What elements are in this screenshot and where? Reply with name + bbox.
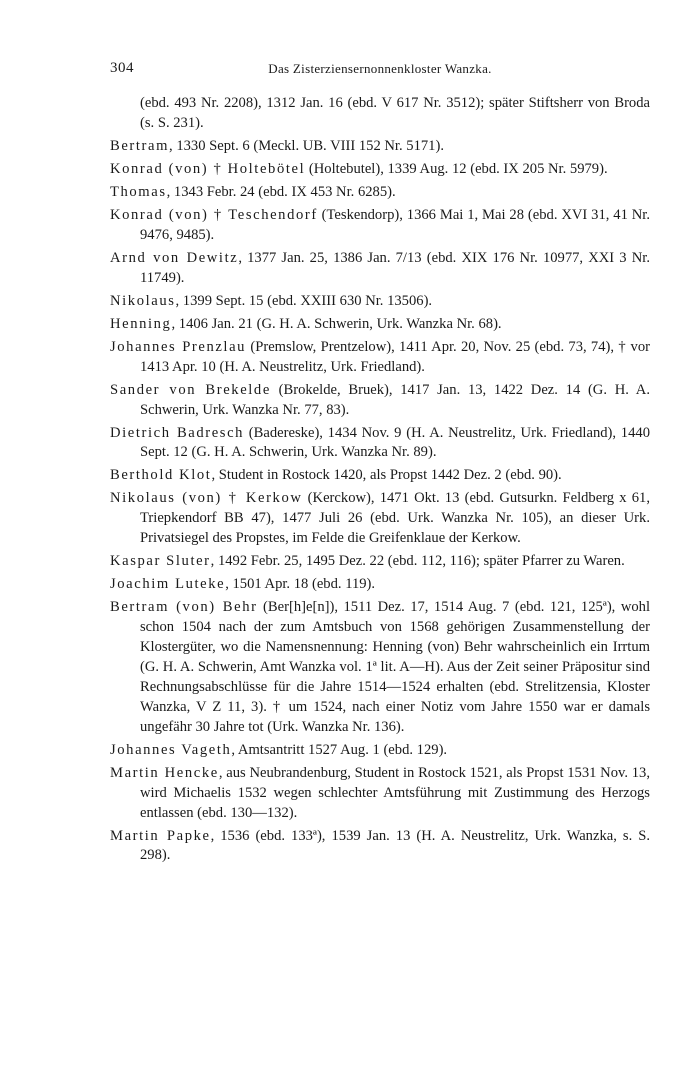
entry-name: Johannes Vageth <box>110 741 232 758</box>
entry-name: Henning <box>110 315 172 332</box>
entry-text: , 1501 Apr. 18 (ebd. 119). <box>225 576 376 593</box>
entry-name: Martin Papke <box>110 827 211 844</box>
list-entry <box>110 292 650 312</box>
entry-name: Arnd von Dewitz <box>110 249 239 266</box>
entry-name: Konrad (von) † Teschendorf <box>110 206 318 223</box>
list-entry <box>110 424 650 464</box>
running-head <box>110 60 650 82</box>
entry-name: Sander von Brekelde <box>110 381 271 398</box>
list-entry <box>110 466 650 486</box>
provost-list <box>110 94 650 869</box>
list-entry <box>110 137 650 157</box>
entry-name: Dietrich Badresch <box>110 424 245 441</box>
entry-name: Joachim Luteke <box>110 576 226 593</box>
entry-name: Berthold Klot <box>110 467 212 484</box>
entry-text: (Brokelde, Bruek), 1417 Jan. 13, 1422 Dez. 14 (G. H. A. Schwerin, Urk. Wanzka Nr. 77, 83). <box>140 381 650 418</box>
entry-name: Kaspar Sluter <box>110 553 211 570</box>
list-entry <box>110 489 650 549</box>
entry-name: Nikolaus (von) † Kerkow <box>110 490 303 507</box>
list-entry <box>110 206 650 246</box>
list-entry <box>110 827 650 867</box>
running-title: Das Zisterziensernonnenkloster Wanzka. <box>268 61 492 76</box>
list-entry <box>110 741 650 761</box>
list-entry <box>110 338 650 378</box>
entry-text: , 1399 Sept. 15 (ebd. XXIII 630 Nr. 13506). <box>175 292 433 309</box>
page-number: 304 <box>110 60 134 76</box>
entry-text: , aus Neubrandenburg, Student in Rostock 1521, als Propst 1531 Nov. 13, wird Michaelis 1532 wegen schlechter Amtsführung mit Zustimmung des Herzogs entlassen (ebd. 130—132). <box>140 764 650 821</box>
list-entry <box>110 598 650 737</box>
entry-name: Martin Hencke <box>110 764 219 781</box>
list-entry <box>110 552 650 572</box>
entry-text: , Amtsantritt 1527 Aug. 1 (ebd. 129). <box>231 741 448 758</box>
entry-name: Johannes Prenzlau <box>110 338 247 355</box>
entry-text: , 1536 (ebd. 133ª), 1539 Jan. 13 (H. A. Neustrelitz, Urk. Wanzka, s. S. 298). <box>140 827 650 864</box>
entry-text: , Student in Rostock 1420, als Propst 1442 Dez. 2 (ebd. 90). <box>211 467 562 484</box>
list-entry <box>110 160 650 180</box>
list-entry <box>110 183 650 203</box>
list-entry <box>110 575 650 595</box>
entry-text: , 1406 Jan. 21 (G. H. A. Schwerin, Urk. Wanzka Nr. 68). <box>171 315 502 332</box>
list-entry <box>110 249 650 289</box>
entry-text: , 1377 Jan. 25, 1386 Jan. 7/13 (ebd. XIX 176 Nr. 10977, XXI 3 Nr. 11749). <box>140 249 650 286</box>
entry-text: (Premslow, Prentzelow), 1411 Apr. 20, Nov. 25 (ebd. 73, 74), † vor 1413 Apr. 10 (H. A. Neustrelitz, Urk. Friedland). <box>140 338 651 375</box>
list-entry <box>110 315 650 335</box>
entry-text: (Teskendorp), 1366 Mai 1, Mai 28 (ebd. XVI 31, 41 Nr. 9476, 9485). <box>140 206 650 243</box>
entry-text: (Holtebutel), 1339 Aug. 12 (ebd. IX 205 Nr. 5979). <box>305 160 608 177</box>
entry-text: (Badereske), 1434 Nov. 9 (H. A. Neustrelitz, Urk. Friedland), 1440 Sept. 12 (G. H. A. Schwerin, Urk. Wanzka Nr. 89). <box>140 424 650 461</box>
entry-name: Bertram <box>110 137 170 154</box>
entry-text: (ebd. 493 Nr. 2208), 1312 Jan. 16 (ebd. V 617 Nr. 3512); später Stiftsherr von Broda (s. S. 231). <box>140 95 650 131</box>
entry-name: Bertram (von) Behr <box>110 599 258 616</box>
entry-name: Nikolaus <box>110 292 176 309</box>
entry-text: (Ber[h]e[n]), 1511 Dez. 17, 1514 Aug. 7 (ebd. 121, 125ª), wohl schon 1504 nach der zum Amtsbuch von 1568 gehörigen Zusammenstellung der Klostergüter, wo die Namensnennung: Henning (von) Behr wahrscheinlich ein Irrtum (G. H. A. Schwerin, Amt Wanzka vol. 1ª lit. A—H). Aus der Zeit seiner Präpositur sind Rechnungsabschlüsse für die Jahre 1514—1524 erhalten (ebd. Strelitzensia, Kloster Wanzka, V Z 11, 3). † um 1524, nach einer Notiz vom Jahre 1550 war er damals ungefähr 30 Jahre tot (Urk. Wanzka Nr. 136). <box>140 599 651 735</box>
entry-name: Thomas <box>110 183 167 200</box>
entry-text: , 1330 Sept. 6 (Meckl. UB. VIII 152 Nr. 5171). <box>169 137 444 154</box>
list-entry <box>110 381 650 421</box>
entry-text: (Kerckow), 1471 Okt. 13 (ebd. Gutsurkn. Feldberg x 61, Triepkendorf BB 47), 1477 Juli 26 (ebd. Urk. Wanzka Nr. 105), an dieser Urk. Privatsiegel des Propstes, im Felde die Greifenklaue der Kerkow. <box>140 490 651 547</box>
list-entry <box>110 94 650 134</box>
entry-text: , 1343 Febr. 24 (ebd. IX 453 Nr. 6285). <box>166 183 396 200</box>
entry-text: , 1492 Febr. 25, 1495 Dez. 22 (ebd. 112, 116); später Pfarrer zu Waren. <box>210 553 625 570</box>
list-entry <box>110 764 650 824</box>
entry-name: Konrad (von) † Holtebötel <box>110 160 306 177</box>
